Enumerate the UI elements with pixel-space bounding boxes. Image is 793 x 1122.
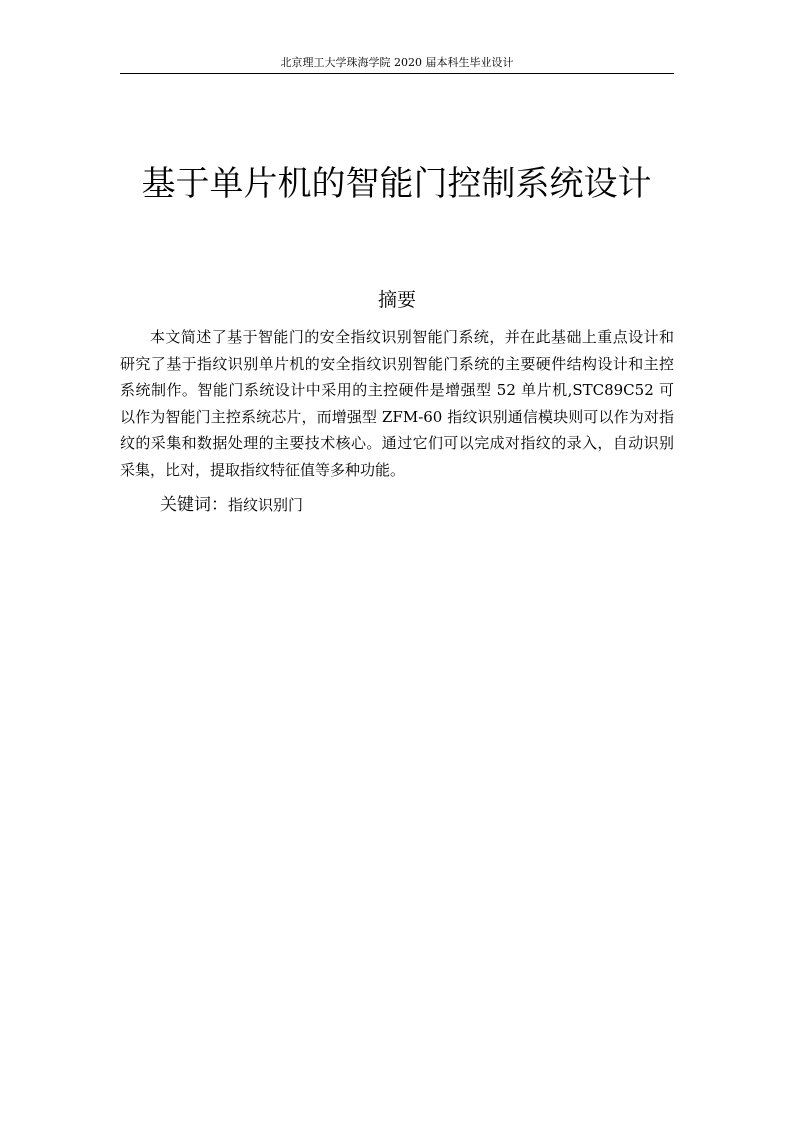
keywords-value: 指纹识别门: [228, 496, 304, 514]
page-header: 北京理工大学珠海学院 2020 届本科生毕业设计: [280, 56, 514, 69]
header-rule: [120, 73, 674, 74]
document-title: 基于单片机的智能门控制系统设计: [141, 164, 652, 204]
abstract-heading: 摘要: [377, 289, 416, 311]
abstract-body: 本文简述了基于智能门的安全指纹识别智能门系统，并在此基础上重点设计和研究了基于指纹识别单片机的安全指纹识别智能门系统的主要硬件结构设计和主控系统制作。智能门系统设计中采用的主控硬件是增强型 52 单片机,STC89C52 可以作为智能门主控系统芯片，而增强型 ZFM-60 指纹识别通信模块则可以作为对指纹的采集和数据处理的主要技术核心。通过它们可以完成对指纹的录入，自动识别采集，比对，提取指纹特征值等多种功能。: [120, 328, 674, 479]
keywords-label: 关键词：: [160, 495, 228, 515]
keywords-line: [160, 493, 674, 517]
